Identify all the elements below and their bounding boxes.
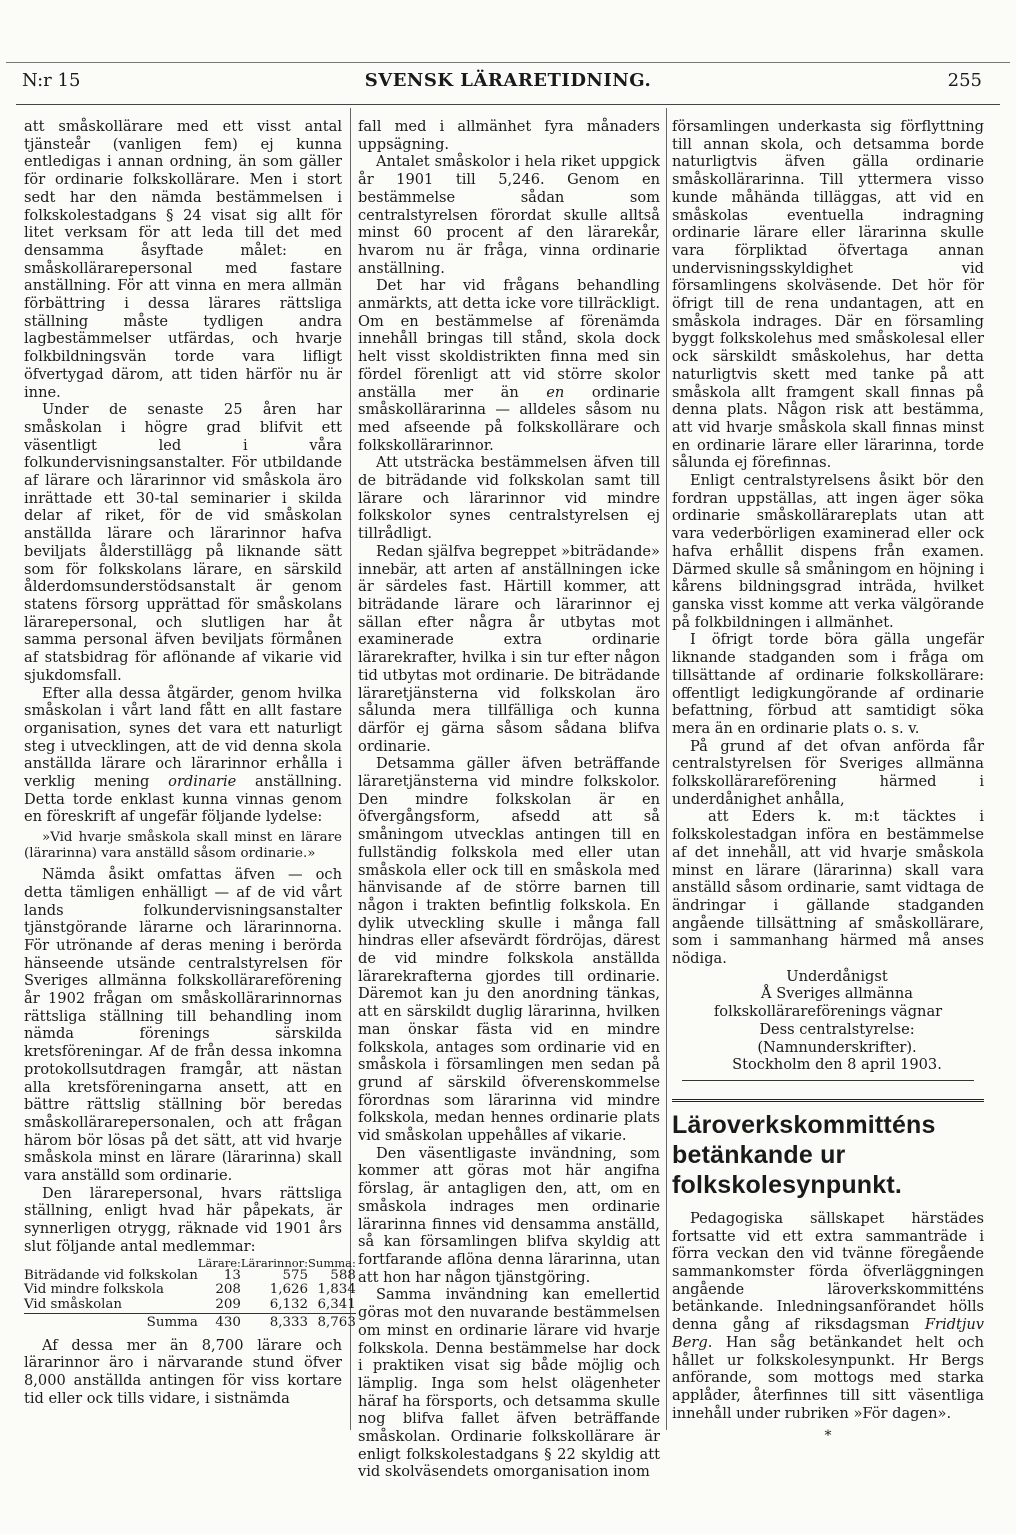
paragraph: Af dessa mer än 8,700 lärare och lärarinnor äro i närvarande stund öfver 8,000 anställda antingen för viss kortare tid eller ock tills vidare, i sistnämda xyxy=(24,1336,342,1407)
signature-closing: Underdånigst xyxy=(786,967,888,985)
journal-title: SVENSK LÄRARETIDNING. xyxy=(364,70,652,91)
paragraph: Den väsentligaste invändning, som kommer att göras mot här angifna förslag, är antagligen den, att, om en småskola indrages men ordinarie lärarinna finnes vid densamma anställd, så kan församlingen blifva skyldig att fortfarande aflöna denna lärarinna, utan att hon har någon tjänstgöring. xyxy=(358,1144,660,1286)
table-sum-row: Summa 430 8,333 8,763 xyxy=(24,1313,356,1330)
paragraph: att Eders k. m:t täcktes i folkskolestadgan införa en bestämmelse af det innehåll, att vid hvarje småskola minst en lärare (lärarinna) skall vara anställd såsom ordinarie, samt vidtaga de ändringar i gällande stadganden angående tillsättning af småskollärare, som i sammanhang härmed må anses nödiga. xyxy=(672,808,984,968)
paragraph: Redan själfva begreppet »biträdande» innebär, att arten af anställningen icke är särdeles fast. Härtill kommer, att biträdande lärare och lärarinnor ej sällan efter några år utbytas mot examinerade extra ordinarie lärarekrafter, hvilka i sin tur efter någon tid utbytas mot ordinarie. De biträdande läraretjänsterna vid folkskolan äro sålunda mera tillfälliga och kunna därför ej gärna såsom sådana blifva ordinarie. xyxy=(358,542,660,755)
paragraph: Antalet småskolor i hela riket uppgick år 1901 till 5,246. Genom en bestämmelse sådan som centralstyrelsen förordat skulle alltså minst 60 procent af den lärarekår, hvarom nu är fråga, vinna ordinarie anställning. xyxy=(358,153,660,277)
column-divider-2 xyxy=(666,108,667,1430)
signature-date: Stockholm den 8 april 1903. xyxy=(732,1056,942,1074)
column-1 xyxy=(24,118,356,1408)
header-summa: Summa: xyxy=(308,1255,356,1270)
paragraph: Nämda åsikt omfattas äfven — och detta tämligen enhälligt — af de vid vårt lands folkundervisningsanstalter tjänstgörande lärarne och lärarinnorna. För utrönande af deras mening i berörda hänseende utsände centralstyrelsen för Sveriges allmänna folkskollärareförening år 1902 frågan om småskollärarinnornas rättsliga ställning till behandling inom nämda förenings särskilda kretsföreningar. Af de från dessa inkomna protokollsutdragen framgår, att nästan alla kretsföreningarna ansett, att en bättre rättslig ställning bör beredas småskollärarepersonalen, och att frågan härom bör lösas på det sätt, att vid hvarje småskola minst en lärare (lärarinna) skall vara anställd som ordinarie. xyxy=(24,866,342,1185)
paragraph: Det har vid frågans behandling anmärkts, att detta icke vore tillräckligt. Om en bestämmelse af förenämda innehåll bringas till stånd, skola dock helt visst skoldistrikten finna med sin fördel förenligt att vid större skolor anställa mer än en ordinarie småskollärarinna — alldeles såsom nu med afseende på folkskollärare och folkskollärarinnor. xyxy=(358,277,660,454)
table-row: Vid småskolan 209 6,132 6,341 xyxy=(24,1297,356,1313)
paragraph: församlingen underkasta sig förflyttning till annan skola, och detsamma borde naturligtvis äfven gälla ordinarie småskollärarinna. Till yttermera visso kunde måhända tilläggas, att vid en småskolas eventuella indragning ordinarie lärare eller lärarinna skulle vara förpliktad öfvertaga annan undervisningsskyldighet vid församlingens skolväsende. Det hör för öfrigt till de rena undantagen, att en småskola indrages. Där en församling byggt folkskolehus med småskolesal eller ock särskildt småskolehus, har detta naturligtvis skett med tanke på att småskola allt framgent skall finnas på denna plats. Någon risk att bestämma, att vid hvarje småskola skall finnas minst en ordinarie lärare eller lärarinna, torde sålunda ej förefinnas. xyxy=(672,118,984,472)
paragraph: Samma invändning kan emellertid göras mot den nuvarande bestämmelsen om minst en ordinarie lärare vid hvarje folkskola. Denna bestämmelse har dock i praktiken visat sig både möjlig och lämplig. Inga som helst olägenheter häraf ha försports, och detsamma skulle nog blifva fallet äfven beträffande småskolan. Ordinarie folkskollärare är enligt folkskolestadgans § 22 skyldig att vid skolväsendets omorganisation inom xyxy=(358,1286,660,1481)
paragraph: På grund af det ofvan anförda får centralstyrelsen för Sveriges allmänna folkskollärareförening härmed i underdånighet anhålla, xyxy=(672,737,984,808)
page-number: 255 xyxy=(947,70,982,91)
paragraph: Att utsträcka bestämmelsen äfven till de biträdande vid folkskolan samt till lärare och lärarinnor vid mindre folkskolor synes centralstyrelsen ej tillrådligt. xyxy=(358,454,660,543)
paragraph: I öfrigt torde böra gälla ungefär liknande stadganden som i fråga om tillsättande af ordinarie folkskollärare: offentligt ledigkungörande af ordinarie befattning, förbud att samtidigt söka mera än en ordinarie plats o. s. v. xyxy=(672,631,984,737)
article-headline: Läroverkskommitténs betänkande ur folkskolesynpunkt. xyxy=(672,1099,984,1200)
column-divider-1 xyxy=(350,108,351,1430)
staff-statistics-table xyxy=(24,1255,356,1331)
signature-board: Dess centralstyrelse: xyxy=(759,1020,915,1038)
paragraph: Enligt centralstyrelsens åsikt bör den fordran uppställas, att ingen äger söka ordinarie småskollärareplats utan att vara vederbörligen examinerad eller ock hafva erhållit dispens från examen. Därmed skulle så småningom en höjning i kårens bildningsgrad inträda, hvilket ganska visst komme att verka välgörande på folkbildningen i allmänhet. xyxy=(672,472,984,631)
paragraph: att småskollärare med ett visst antal tjänsteår (vanligen fem) ej kunna entledigas i annan ordning, än som gäller för ordinarie folkskollärare. Men i stort sedt har den nämda bestämmelsen i folkskolestadgans § 24 visat sig allt för litet verksam för att leda till det med densamma åsyftade målet: en småskollärarepersonal med fastare anställning. För att vinna en mera allmän förbättring i dessa lärares rättsliga ställning måste tydligen andra lagbestämmelser utfärdas, och hvarje folkbildningsvän torde vara lifligt öfvertygad därom, att tiden härför nu är inne. xyxy=(24,118,342,401)
column-2 xyxy=(358,118,660,1481)
paragraph: fall med i allmänhet fyra månaders uppsägning. xyxy=(358,118,660,153)
table-header-row xyxy=(24,1258,356,1269)
signature-names: (Namnunderskrifter). xyxy=(757,1038,917,1056)
header-larare: Lärare: xyxy=(197,1255,241,1270)
paragraph: Pedagogiska sällskapet härstädes fortsatte vid ett extra sammanträde i förra veckan den vid tvänne föregående sammankomster förda öfverläggningen angående läroverkskommitténs betänkande. Inledningsanförandet hölls denna gång af riksdagsman Fridtjuv Berg. Han såg betänkandet helt och hållet ur folkskolesynpunkt. Hr Bergs anförande, som mottogs med starka applåder, återfinnes till sitt väsentliga innehåll under rubriken »För dagen». xyxy=(672,1209,984,1422)
issue-number: N:r 15 xyxy=(22,70,81,91)
paragraph: Efter alla dessa åtgärder, genom hvilka småskolan i vårt land fått en allt fastare organisation, synes det vara ett naturligt steg i utvecklingen, att de vid denna skola anställda lärare och lärarinnor erhålla i verklig mening ordinarie anställning. Detta torde enklast kunna vinnas genom en föreskrift af ungefär följande lydelse: xyxy=(24,684,342,826)
top-edge-rule xyxy=(6,62,1010,63)
section-rule xyxy=(682,1080,974,1081)
header-rule xyxy=(16,104,1000,105)
section-star: * xyxy=(824,1428,832,1445)
paragraph: Detsamma gäller äfven beträffande läraretjänsterna vid mindre folkskolor. Den mindre folkskolan är en öfvergångsform, afsedd att så småningom utvecklas antingen till en fullständig folkskola med eller utan småskola eller ock till en småskola med hänvisande af de större barnen till någon i trakten befintlig folkskola. En dylik utveckling skulle i många fall hindras eller afsevärdt fördröjas, därest de vid mindre folkskola anställda lärarekrafterna gjordes till ordinarie. Däremot kan ju den anordning tänkas, att en särskildt duglig lärarinna, hvilken man önskar fästa vid en mindre folkskola, antages som ordinarie vid en småskola i församlingen men sedan på grund af särskild öfverenskommelse förordnas som lärarinna vid mindre folkskola, medan hennes ordinarie plats vid småskolan uppehålles af vikarie. xyxy=(358,755,660,1145)
paragraph: Den lärarepersonal, hvars rättsliga ställning, enligt hvad här påpekats, är synnerligen otrygg, räknade vid 1901 års slut följande antal medlemmar: xyxy=(24,1184,342,1255)
quoted-proposal: »Vid hvarje småskola skall minst en lärare (lärarinna) vara anställd såsom ordinarie.» xyxy=(24,830,342,862)
signature-association: Å Sveriges allmänna folkskollärareförenings vägnar xyxy=(713,985,943,1021)
column-3 xyxy=(672,118,984,1446)
table-row: Biträdande vid folkskolan 13 575 588 xyxy=(24,1267,356,1283)
table-row: Vid mindre folkskola 208 1,626 1,834 xyxy=(24,1282,356,1298)
paragraph: Under de senaste 25 åren har småskolan i högre grad blifvit ett väsentligt led i våra folkundervisningsanstalter. För utbildande af lärare och lärarinnor vid småskola äro inrättade ett 30-tal seminarier i skilda delar af riket, för de vid småskolan anställda lärare och lärarinnor hafva beviljats ålderstillägg på liknande sätt som för folkskolans lärare, en särskild ålderdomsunderstödsanstalt är genom statens försorg upprättad för småskolans lärarepersonal, och slutligen har åt samma personal äfven beviljats förmånen af statsbidrag för aflönande af vikarie vid sjukdomsfall. xyxy=(24,401,342,684)
header-lararinnor: Lärarinnor: xyxy=(240,1255,309,1270)
